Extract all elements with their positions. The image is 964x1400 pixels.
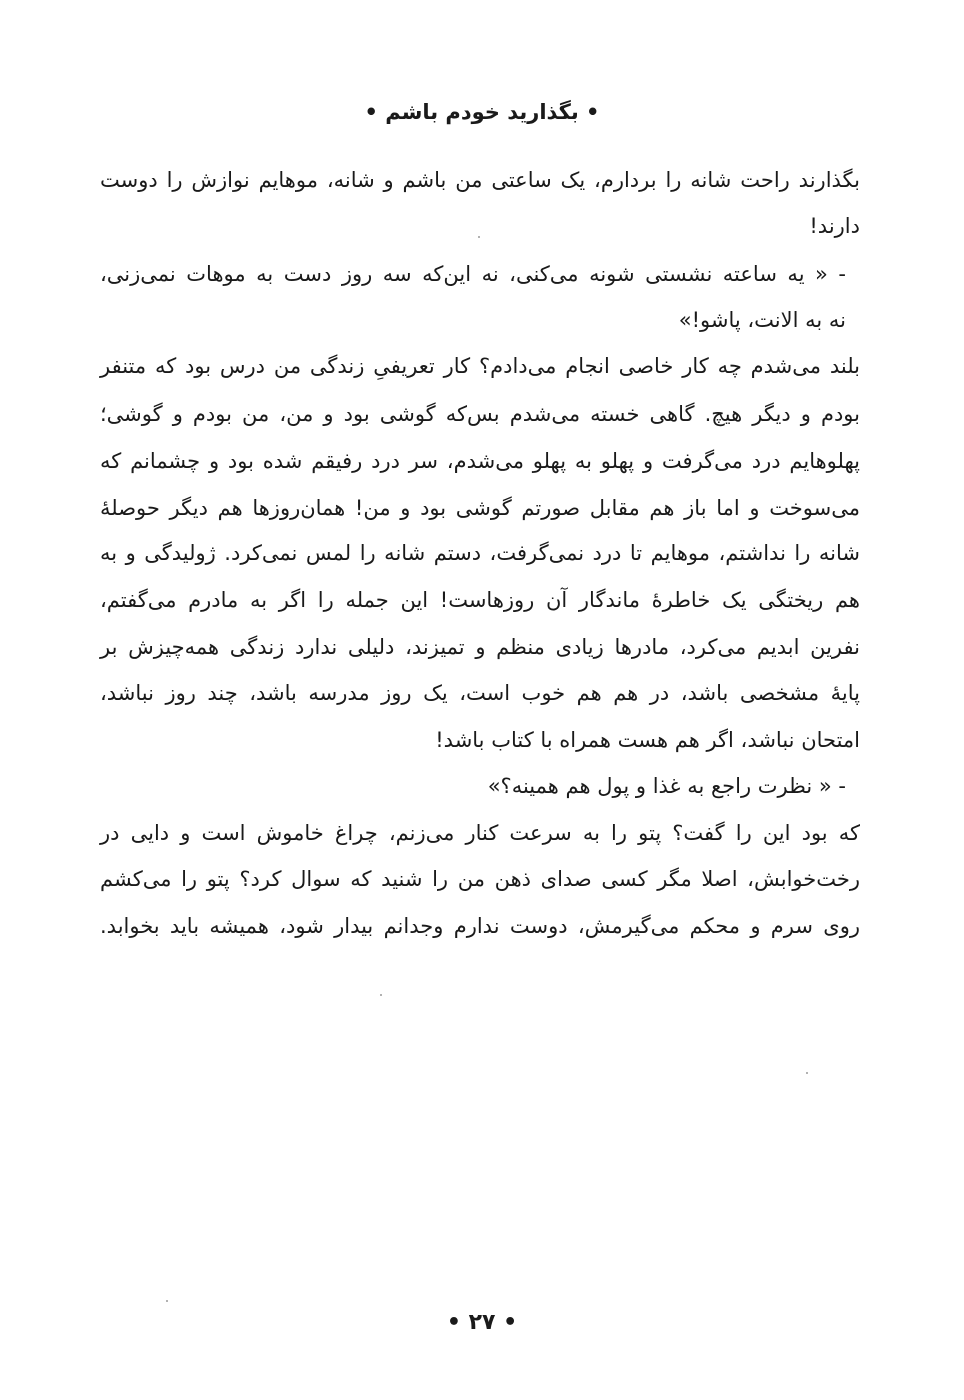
body-line-2: دارند! (809, 214, 860, 238)
body-line-14: روی سرم و محکم می‌گیرمش، دوست ندارم وجدانم بیدار شود، همیشه باید بخوابد. (100, 914, 860, 938)
body-line-5: پهلوهایم درد می‌گرفت و پهلو به پهلو می‌شدم، سر درد رفیقم شده بود و چشمانم که (100, 449, 860, 473)
dialogue-line-1: - « یه ساعته نشستی شونه می‌کنی، نه این‌که سه روز دست به موهات نمی‌زنی، (100, 262, 846, 286)
body-line-13: رخت‌خوابش، اصلا مگر کسی صدای ذهن من را شنید که سوال کرد؟ پتو را می‌کشم (100, 867, 860, 891)
body-line-1: بگذارند راحت شانه را بردارم، یک ساعتی من باشم و شانه، موهایم نوازش را دوست (100, 168, 860, 192)
dialogue-line-2: نه به الانت، پاشو!» (678, 308, 846, 332)
body-line-10: پایهٔ مشخصی باشد، در هم هم خوب است، یک روز مدرسه باشد، چند روز نباشد، (100, 681, 860, 705)
page-number: • ۲۷ • (446, 1310, 518, 1335)
body-line-9: نفرین ابدیم می‌کرد، مادرها زیادی منظم و تمیزند، دلیلی ندارد زندگی همه‌چیزش بر (100, 635, 860, 659)
body-line-7: شانه را نداشتم، موهایم تا درد نمی‌گرفت، دستم شانه را لمس نمی‌کرد. ژولیدگی و به (100, 541, 860, 565)
paper-speck (806, 1072, 808, 1074)
body-line-8: هم ریختگی یک خاطرهٔ ماندگار آن روزهاست! این جمله را اگر به مادرم می‌گفتم، (100, 588, 860, 612)
paper-speck (478, 236, 480, 238)
body-line-6: می‌سوخت و اما باز هم مقابل صورتم گوشی بود و من! همان‌روزها هم دیگر حوصلهٔ (100, 496, 860, 520)
body-line-11: امتحان نباشد، اگر هم هست همراه با کتاب باشد! (435, 728, 860, 752)
body-line-3: بلند می‌شدم چه کار خاصی انجام می‌دادم؟ کار تعریفیِ زندگی من درس بود که متنفر (100, 354, 860, 378)
body-line-12: که بود این را گفت؟ پتو را به سرعت کنار می‌زنم، چراغ خاموش است و دایی در (100, 821, 860, 845)
paper-speck (380, 994, 382, 996)
running-header: • بگذارید خودم باشم • (364, 100, 600, 124)
paper-speck (166, 1300, 168, 1302)
body-line-4: بودم و دیگر هیچ. گاهی خسته می‌شدم بس‌که گوشی بود و من، من بودم و گوشی؛ (100, 402, 860, 426)
dialogue-line-3: - « نظرت راجع به غذا و پول هم همینه؟» (487, 774, 846, 798)
